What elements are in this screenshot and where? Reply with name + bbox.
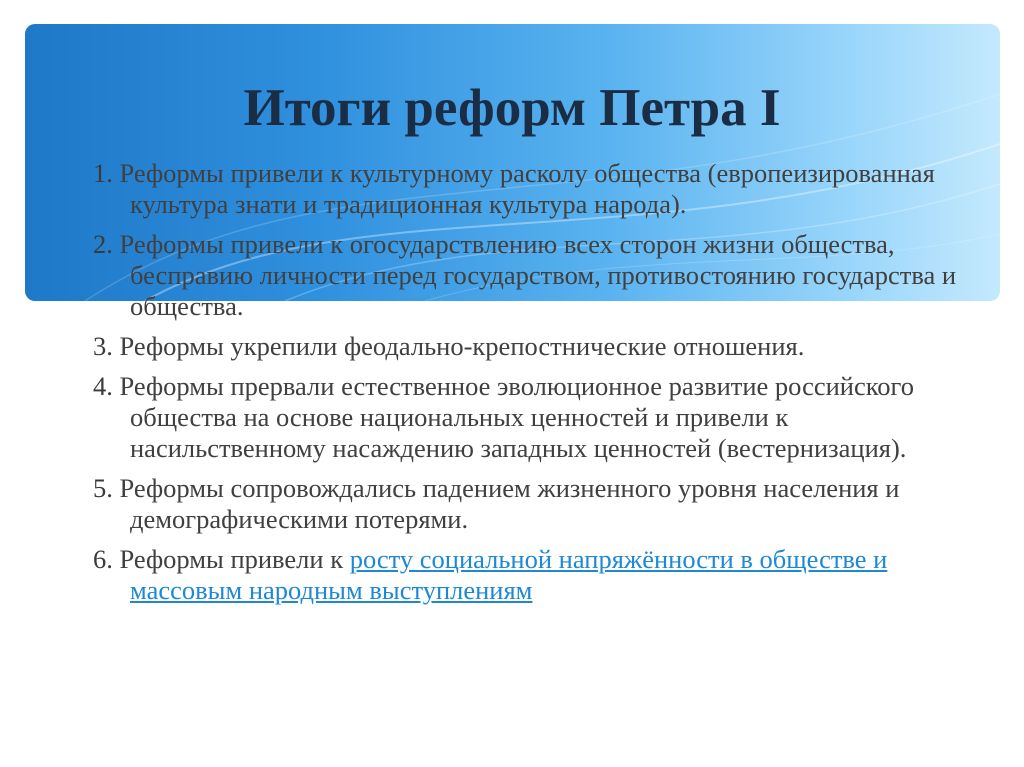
item-text: Реформы укрепили феодально-крепостнические отношения.: [112, 331, 805, 361]
item-text: Реформы привели к культурному расколу общества (европеизированная культура знати и традиционная культура народа).: [112, 158, 935, 219]
item-number: 1.: [93, 158, 113, 188]
item-text: Реформы привели к: [112, 544, 350, 574]
item-number: 4.: [93, 371, 113, 401]
list-item: [93, 229, 973, 322]
list-item: [93, 544, 973, 606]
list-item: [93, 371, 973, 464]
item-text: Реформы сопровождались падением жизненного уровня населения и демографическими потерями.: [112, 473, 900, 534]
item-number: 3.: [93, 331, 113, 361]
slide-title: Итоги реформ Петра I: [243, 79, 781, 137]
item-number: 6.: [93, 544, 113, 574]
list-item: [93, 331, 973, 362]
list-item: [93, 158, 973, 220]
social-tension-link[interactable]: росту социальной напряжённости в обществе и массовым народным выступлениям: [130, 544, 888, 605]
item-number: 2.: [93, 229, 113, 259]
list-item: [93, 473, 973, 535]
item-text: Реформы прервали естественное эволюционное развитие российского общества на основе национальных ценностей и привели к насильственному насаждению западных ценностей (вестернизация).: [112, 371, 914, 463]
item-number: 5.: [93, 473, 113, 503]
reform-results-list: [93, 158, 973, 615]
item-text: Реформы привели к огосударствлению всех сторон жизни общества, бесправию личности перед государством, противостоянию государства и общества.: [112, 229, 957, 321]
